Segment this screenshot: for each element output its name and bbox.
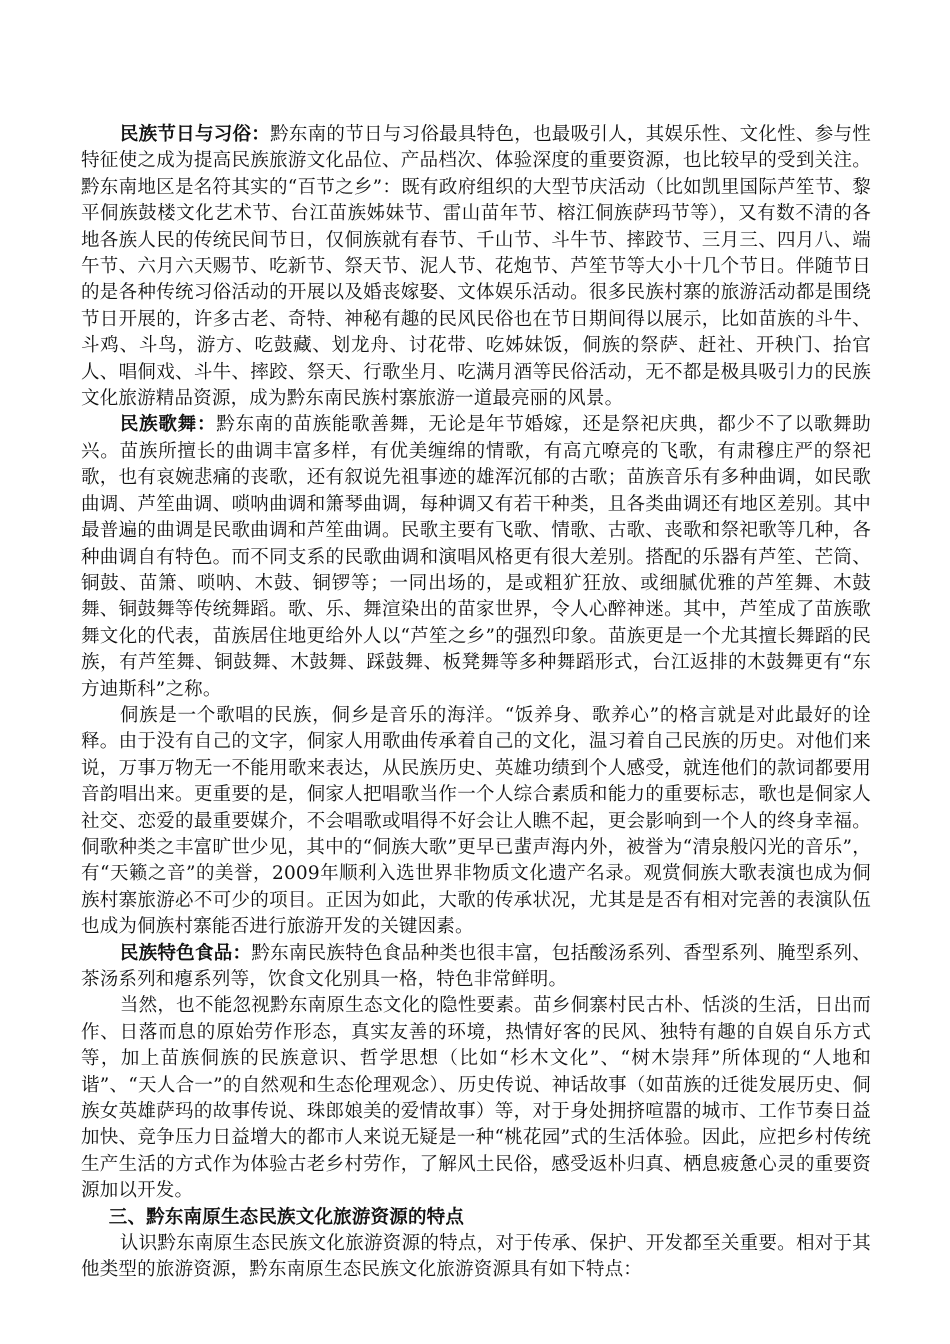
paragraph-song-dance — [81, 412, 871, 702]
paragraph-dong-songs — [81, 703, 871, 941]
paragraph-hidden-elements — [81, 993, 871, 1204]
paragraph-festivals — [81, 122, 871, 412]
paragraph-lead: 民族特色食品： — [119, 942, 252, 964]
paragraph-lead: 民族节日与习俗： — [119, 124, 271, 145]
paragraph-text: 黔东南的节日与习俗最具特色，也最吸引人，其娱乐性、文化性、参与性特征使之成为提高民族旅游文化品位、产品档次、体验深度的重要资源，也比较早的受到关注。黔东南地区是名符其实的“百节之乡”：既有政府组织的大型节庆活动（比如凯里国际芦笙节、黎平侗族鼓楼文化艺术节、台江苗族姊妹节、雷山苗年节、榕江侗族萨玛节等），又有数不清的各地各族人民的传统民间节日，仅侗族就有春节、千山节、斗牛节、摔跤节、三月三、四月八、端午节、六月六天赐节、吃新节、祭天节、泥人节、花炮节、芦笙节等大小十几个节日。伴随节日的是各种传统习俗活动的开展以及婚丧嫁娶、文体娱乐活动。很多民族村寨的旅游活动都是围绕节日开展的，许多古老、奇特、神秘有趣的民风民俗也在节日期间得以展示，比如苗族的斗牛、斗鸡、斗鸟，游方、吃鼓藏、划龙舟、讨花带、吃姊妹饭，侗族的祭萨、赶社、开秧门、抬官人、唱侗戏、斗牛、摔跤、祭天、行歌坐月、吃满月酒等民俗活动，无不都是极具吸引力的民族文化旅游精品资源，成为黔东南民族村寨旅游一道最亮丽的风景。 — [81, 124, 871, 410]
paragraph-lead: 民族歌舞： — [119, 414, 217, 436]
paragraph-text: 黔东南的苗族能歌善舞，无论是年节婚嫁，还是祭祀庆典，都少不了以歌舞助兴。苗族所擅长的曲调丰富多样，有优美缠绵的情歌，有高亢嘹亮的飞歌，有肃穆庄严的祭祀歌，也有哀婉悲痛的丧歌，还有叙说先祖事迹的雄浑沉郁的古歌；苗族音乐有多种曲调，如民歌曲调、芦笙曲调、唢呐曲调和箫琴曲调，每种调又有若干种类，且各类曲调还有地区差别。其中最普遍的曲调是民歌曲调和芦笙曲调。民歌主要有飞歌、情歌、古歌、丧歌和祭祀歌等几种，各种曲调自有特色。而不同支系的民歌曲调和演唱风格更有很大差别。搭配的乐器有芦笙、芒筒、铜鼓、苗箫、唢呐、木鼓、铜锣等；一同出场的，是或粗犷狂放、或细腻优雅的芦笙舞、木鼓舞、铜鼓舞等传统舞蹈。歌、乐、舞渲染出的苗家世界，令人心醉神迷。其中，芦笙成了苗族歌舞文化的代表，苗族居住地更给外人以“芦笙之乡”的强烈印象。苗族更是一个尤其擅长舞蹈的民族，有芦笙舞、铜鼓舞、木鼓舞、踩鼓舞、板凳舞等多种舞蹈形式，台江返排的木鼓舞更有“东方迪斯科”之称。 — [81, 414, 871, 700]
section-heading: 三、黔东南原生态民族文化旅游资源的特点 — [108, 1206, 465, 1228]
paragraph-food — [81, 941, 871, 994]
paragraph-text: 黔东南民族特色食品种类也很丰富，包括酸汤系列、香型系列、腌型系列、茶汤系列和瘪系列等，饮食文化别具一格，特色非常鲜明。 — [81, 942, 871, 990]
paragraph-text: 当然，也不能忽视黔东南原生态文化的隐性要素。苗乡侗寨村民古朴、恬淡的生活，日出而作、日落而息的原始劳作形态，真实友善的环境，热情好客的民风、独特有趣的自娱自乐方式等，加上苗族侗族的民族意识、哲学思想（比如“杉木文化”、“树木崇拜”所体现的“人地和谐”、“天人合一”的自然观和生态伦理观念）、历史传说、神话故事（如苗族的迁徙发展历史、侗族女英雄萨玛的故事传说、珠郎娘美的爱情故事）等，对于身处拥挤喧嚣的城市、工作节奏日益加快、竞争压力日益增大的都市人来说无疑是一种“桃花园”式的生活体验。因此，应把乡村传统生产生活的方式作为体验古老乡村劳作，了解风土民俗，感受返朴归真、栖息疲惫心灵的重要资源加以开发。 — [81, 995, 871, 1202]
document-body — [81, 122, 871, 1284]
paragraph-text: 侗族是一个歌唱的民族，侗乡是音乐的海洋。“饭养身、歌养心”的格言就是对此最好的诠释。由于没有自己的文字，侗家人用歌曲传承着自己的文化，温习着自己民族的历史。对他们来说，万事万物无一不能用歌来表达，从民族历史、英雄功绩到个人感受，就连他们的款词都要用音韵唱出来。更重要的是，侗家人把唱歌当作一个人综合素质和能力的重要标志，歌也是侗家人社交、恋爱的最重要媒介，不会唱歌或唱得不好会让人瞧不起，更会影响到一个人的终身幸福。侗歌种类之丰富旷世少见，其中的“侗族大歌”更早已蜚声海内外，被誉为“清泉般闪光的音乐”，有“天籁之音”的美誉，2009年顺利入选世界非物质文化遗产名录。观赏侗族大歌表演也成为侗族村寨旅游必不可少的项目。正因为如此，大歌的传承状况，尤其是是否有相对完善的表演队伍也成为侗族村寨能否进行旅游开发的关键因素。 — [81, 704, 871, 938]
paragraph-closing: 认识黔东南原生态民族文化旅游资源的特点，对于传承、保护、开发都至关重要。相对于其他类型的旅游资源，黔东南原生态民族文化旅游资源具有如下特点： — [81, 1233, 871, 1281]
